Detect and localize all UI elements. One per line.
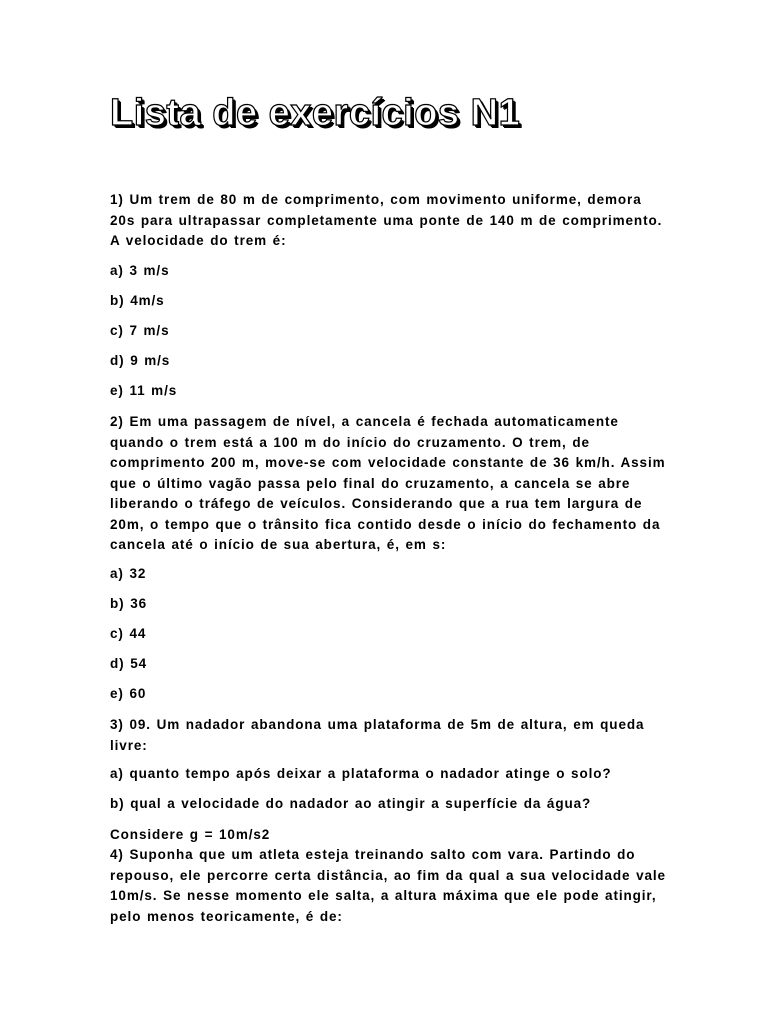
question-1-text: 1) Um trem de 80 m de comprimento, com movimento uniforme, demora 20s para ultrapassar completamente uma ponte de 140 m de comprimento. A velocidade do trem é: [110,192,663,248]
question-3-item-b: b) qual a velocidade do nadador ao atingir a superfície da água? [110,796,592,811]
question-2-text: 2) Em uma passagem de nível, a cancela é fechada automaticamente quando o trem está a 100 m do início do cruzamento. O trem, de comprimento 200 m, move-se com velocidade constante de 36 km/h. Assim que o último vagão passa pelo final do cruzamento, a cancela se abre liberando o tráfego de veículos. Considerando que a rua tem largura de 20m, o tempo que o trânsito fica contido desde o início do fechamento da cancela até o início de sua abertura, é, em s: [110,414,666,552]
question-3-note: Considere g = 10m/s2 [110,827,271,842]
question-1-option-b: b) 4m/s [110,293,165,308]
question-2-option-d: d) 54 [110,656,148,671]
question-1 [110,190,670,252]
question-2-option-a: a) 32 [110,566,147,581]
question-4-text: 4) Suponha que um atleta esteja treinando salto com vara. Partindo do repouso, ele percorre certa distância, ao fim da qual a sua velocidade vale 10m/s. Se nesse momento ele salta, a altura máxima que ele pode atingir, pelo menos teoricamente, é de: [110,847,666,924]
question-3 [110,715,670,756]
question-1-option-d: d) 9 m/s [110,353,171,368]
question-1-option-a: a) 3 m/s [110,263,170,278]
question-1-option-e: e) 11 m/s [110,383,178,398]
question-2 [110,412,670,556]
question-4 [110,845,670,927]
question-2-option-e: e) 60 [110,686,147,701]
question-3-text: 3) 09. Um nadador abandona uma plataforma de 5m de altura, em queda livre: [110,717,645,753]
question-3-item-a: a) quanto tempo após deixar a plataforma o nadador atinge o solo? [110,766,612,781]
question-2-option-b: b) 36 [110,596,148,611]
question-2-option-c: c) 44 [110,626,147,641]
question-1-option-c: c) 7 m/s [110,323,170,338]
document-title: Lista de exercícios N1 [110,92,521,134]
